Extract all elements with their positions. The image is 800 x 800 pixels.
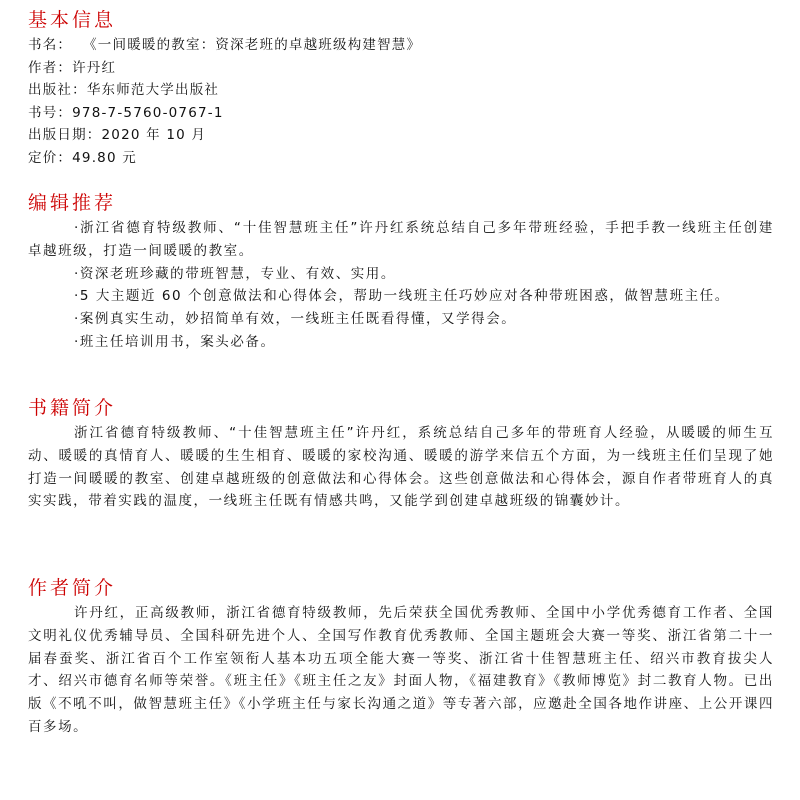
date-label: 出版日期： bbox=[28, 127, 102, 144]
isbn-row bbox=[28, 102, 421, 125]
isbn-label: 书号： bbox=[28, 104, 73, 121]
book-intro-text: 浙江省德育特级教师、“十佳智慧班主任”许丹红，系统总结自己多年的带班育人经验，从暖暖的师生互动、暖暖的真情育人、暖暖的生生相育、暖暖的家校沟通、暖暖的游学来信五个方面，为一线班主任们呈现了她打造一间暖暖的教室、创建卓越班级的创意做法和心得体会。这些创意做法和心得体会，源自作者带班育人的真实实践，带着实践的温度，一线班主任既有情感共鸣，又能学到创建卓越班级的锦囊妙计。 bbox=[28, 425, 774, 510]
editor-recommendation-section bbox=[28, 191, 774, 354]
publisher-value: 华东师范大学出版社 bbox=[86, 82, 220, 99]
author-intro-section bbox=[28, 576, 774, 739]
publisher-label: 出版社： bbox=[28, 82, 87, 99]
recommendation-item: ·5 大主题近 60 个创意做法和心得体会，帮助一线班主任巧妙应对各种带班困惑，做智慧班主任。 bbox=[74, 288, 730, 305]
basic-info-section bbox=[28, 8, 421, 170]
price-label: 定价： bbox=[28, 149, 73, 166]
recommendation-item: ·资深老班珍藏的带班智慧，专业、有效、实用。 bbox=[74, 265, 396, 282]
publisher-row bbox=[28, 79, 421, 102]
book-intro-section bbox=[28, 396, 774, 513]
title-label: 书名： bbox=[28, 37, 73, 53]
basic-info-heading: 基本信息 bbox=[28, 9, 117, 31]
date-value: 2020 年 10 月 bbox=[101, 127, 207, 144]
author-label: 作者： bbox=[28, 59, 73, 76]
price-value: 49.80 元 bbox=[72, 149, 137, 166]
book-intro-heading: 书籍简介 bbox=[28, 397, 117, 419]
recommendation-item: ·案例真实生动，妙招简单有效，一线班主任既看得懂，又学得会。 bbox=[74, 311, 517, 328]
author-row bbox=[28, 57, 421, 80]
title-row bbox=[28, 34, 421, 57]
author-intro-heading: 作者简介 bbox=[28, 577, 117, 599]
recommendation-item: ·浙江省德育特级教师、“十佳智慧班主任”许丹红系统总结自己多年带班经验，手把手教一线班主任创建卓越班级，打造一间暖暖的教室。 bbox=[28, 220, 774, 259]
isbn-value: 978-7-5760-0767-1 bbox=[72, 104, 224, 121]
author-intro-text: 许丹红，正高级教师，浙江省德育特级教师，先后荣获全国优秀教师、全国中小学优秀德育工作者、全国文明礼仪优秀辅导员、全国科研先进个人、全国写作教育优秀教师、全国主题班会大赛一等奖、浙江省第二十一届春蚕奖、浙江省百个工作室领衔人基本功五项全能大赛一等奖、浙江省十佳智慧班主任、绍兴市教育拔尖人才、绍兴市德育名师等荣誉。《班主任》《班主任之友》封面人物，《福建教育》《教师博览》封二教育人物。已出版《不吼不叫，做智慧班主任》《小学班主任与家长沟通之道》等专著六部，应邀赴全国各地作讲座、上公开课四百多场。 bbox=[28, 605, 774, 735]
title-value: 《一间暖暖的教室：资深老班的卓越班级构建智慧》 bbox=[83, 37, 422, 53]
editor-recommendation-heading: 编辑推荐 bbox=[28, 192, 117, 214]
date-row bbox=[28, 124, 421, 147]
price-row bbox=[28, 147, 421, 170]
recommendation-item: ·班主任培训用书，案头必备。 bbox=[74, 333, 276, 350]
author-value: 许丹红 bbox=[72, 59, 117, 76]
